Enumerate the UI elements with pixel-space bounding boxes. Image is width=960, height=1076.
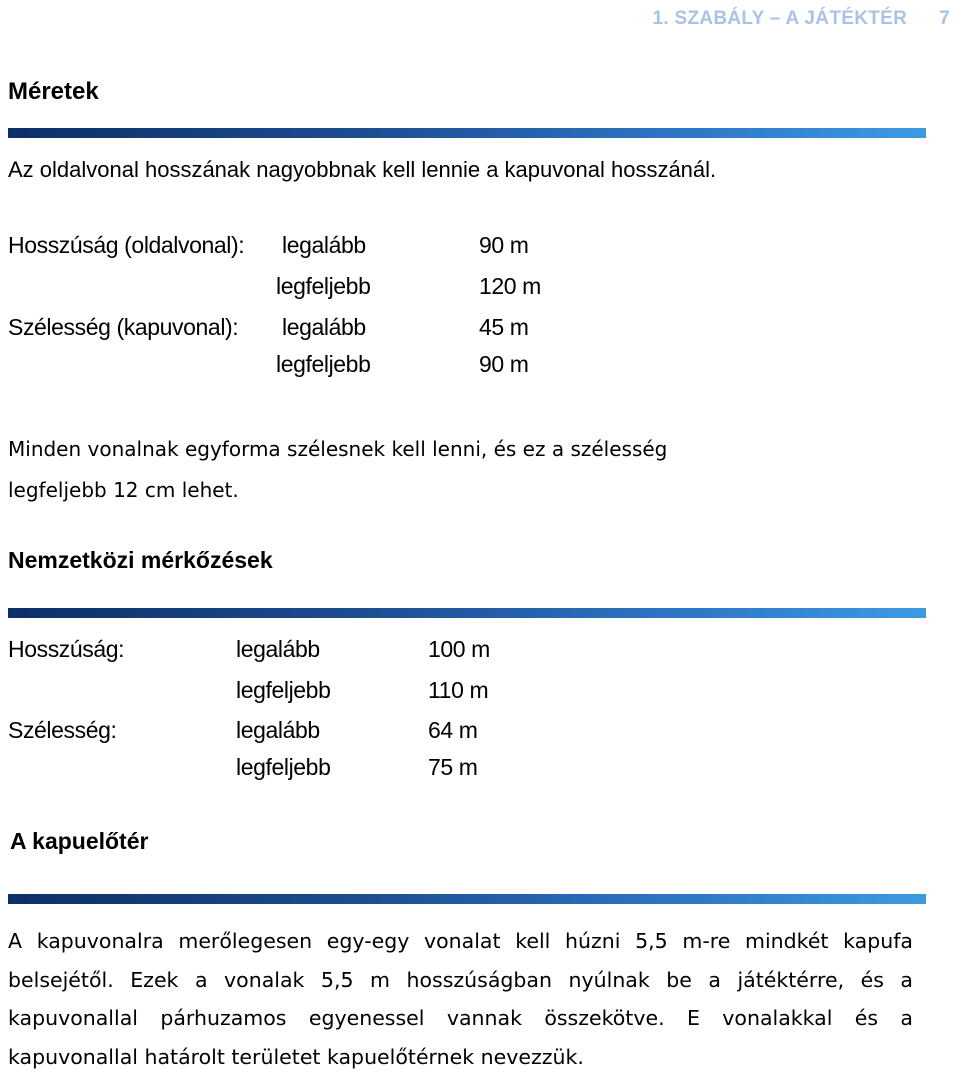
section-heading-kapueloter: A kapuelőtér: [10, 828, 149, 854]
row-value: 100 m: [428, 636, 490, 662]
row-value: 90 m: [479, 232, 529, 258]
page-number: 7: [939, 8, 950, 29]
section-heading-meretek: Méretek: [8, 78, 99, 105]
section-heading-nemzetkozi: Nemzetközi mérkőzések: [8, 547, 273, 573]
row-qualifier: legalább: [236, 636, 320, 662]
row-qualifier: legfeljebb: [236, 677, 331, 703]
row-label: Hosszúság:: [8, 636, 125, 662]
row-qualifier: legalább: [282, 314, 366, 340]
row-qualifier: legfeljebb: [276, 273, 371, 299]
goal-area-paragraph: A kapuvonalra merőlegesen egy-egy vonalat kell húzni 5,5 m-re mindkét kapufa belsejétől. Ezek a vonalak 5,5 m hosszúságban nyúlnak be a játéktérre, és a kapuvonallal párhuzamos egyenessel vannak összekötve. E vonalakkal és a kapuvonallal határolt területet kapuelőtérnek nevezzük.: [8, 929, 913, 1069]
section-rule: [8, 608, 926, 618]
line-width-note-line2: legfeljebb 12 cm lehet.: [8, 478, 239, 502]
row-value: 90 m: [479, 351, 529, 377]
row-qualifier: legalább: [282, 232, 366, 258]
row-label: Szélesség (kapuvonal):: [8, 314, 239, 340]
row-label: Hosszúság (oldalvonal):: [8, 232, 245, 258]
line-width-note-line1: Minden vonalnak egyforma szélesnek kell lenni, és ez a szélesség: [8, 437, 668, 461]
row-value: 64 m: [428, 717, 478, 743]
section-rule: [8, 894, 926, 904]
row-value: 75 m: [428, 754, 478, 780]
running-header-title: 1. SZABÁLY – A JÁTÉKTÉR: [652, 8, 908, 29]
row-value: 110 m: [428, 677, 489, 703]
row-value: 45 m: [479, 314, 529, 340]
row-qualifier: legfeljebb: [276, 351, 371, 377]
running-header: [652, 8, 950, 30]
row-label: Szélesség:: [8, 717, 117, 743]
row-qualifier: legfeljebb: [236, 754, 331, 780]
row-qualifier: legalább: [236, 717, 320, 743]
section-rule: [8, 128, 926, 138]
row-value: 120 m: [479, 273, 541, 299]
intro-sentence: Az oldalvonal hosszának nagyobbnak kell lennie a kapuvonal hosszánál.: [8, 157, 717, 182]
